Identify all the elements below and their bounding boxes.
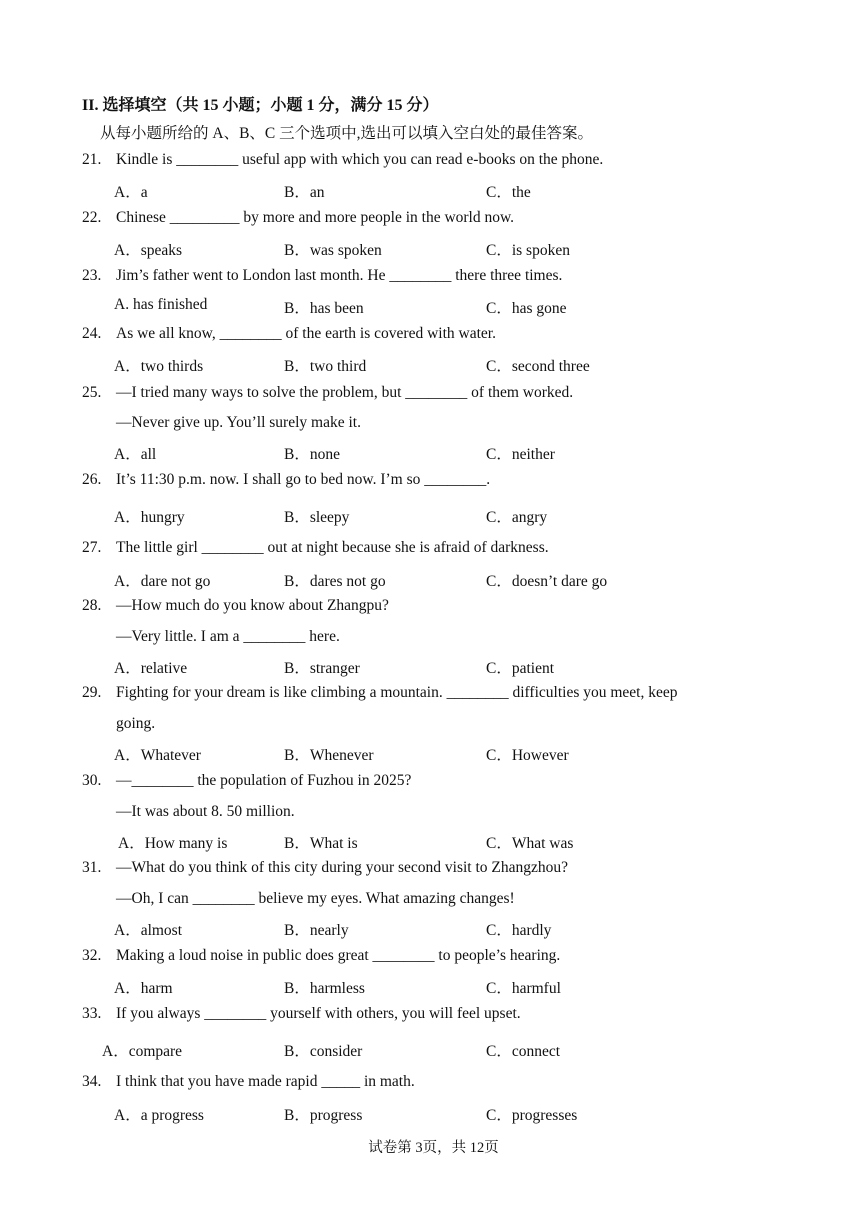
question-number: 26. bbox=[82, 471, 102, 488]
option-a[interactable]: A．a bbox=[114, 184, 148, 201]
question-number: 23. bbox=[82, 267, 102, 284]
question-stem: As we all know, ________ of the earth is covered with water. bbox=[116, 325, 496, 342]
option-c[interactable]: C．harmful bbox=[486, 980, 561, 997]
option-c[interactable]: C．doesn’t dare go bbox=[486, 573, 608, 590]
option-a[interactable]: A．relative bbox=[114, 660, 188, 677]
section-title: II. 选择填空（共 15 小题；小题 1 分，满分 15 分） bbox=[82, 97, 439, 114]
option-a[interactable]: A．dare not go bbox=[114, 573, 211, 590]
section-instruction: 从每小题所给的 A、B、C 三个选项中,选出可以填入空白处的最佳答案。 bbox=[100, 125, 593, 142]
option-a[interactable]: A．speaks bbox=[114, 242, 183, 259]
question-number: 33. bbox=[82, 1005, 102, 1022]
option-c[interactable]: C．the bbox=[486, 184, 531, 201]
question-stem-line-2: —Never give up. You’ll surely make it. bbox=[116, 414, 361, 431]
question-stem: It’s 11:30 p.m. now. I shall go to bed now. I’m so ________. bbox=[116, 471, 491, 488]
option-a[interactable]: A．almost bbox=[114, 922, 183, 939]
question-stem-line-2: —It was about 8. 50 million. bbox=[116, 803, 295, 820]
question-stem: I think that you have made rapid _____ in math. bbox=[116, 1073, 415, 1090]
option-c[interactable]: C．patient bbox=[486, 660, 555, 677]
option-c[interactable]: C．neither bbox=[486, 446, 555, 463]
question-stem-line-2: —Oh, I can ________ believe my eyes. What amazing changes! bbox=[116, 890, 515, 907]
option-b[interactable]: B．dares not go bbox=[284, 573, 386, 590]
option-c[interactable]: C．progresses bbox=[486, 1107, 578, 1124]
option-b[interactable]: B．an bbox=[284, 184, 325, 201]
option-b[interactable]: B．has been bbox=[284, 300, 364, 317]
option-c[interactable]: C．angry bbox=[486, 509, 548, 526]
question-number: 30. bbox=[82, 772, 102, 789]
option-a[interactable]: A．compare bbox=[102, 1043, 183, 1060]
option-c[interactable]: C．connect bbox=[486, 1043, 561, 1060]
question-number: 22. bbox=[82, 209, 102, 226]
question-stem: —How much do you know about Zhangpu? bbox=[116, 597, 389, 614]
question-stem: Kindle is ________ useful app with which you can read e-books on the phone. bbox=[116, 151, 604, 168]
question-number: 21. bbox=[82, 151, 102, 168]
option-c[interactable]: C．has gone bbox=[486, 300, 567, 317]
question-stem: —________ the population of Fuzhou in 2025? bbox=[116, 772, 412, 789]
option-b[interactable]: B．consider bbox=[284, 1043, 363, 1060]
question-stem: Fighting for your dream is like climbing a mountain. ________ difficulties you meet, keep bbox=[116, 684, 678, 701]
option-b[interactable]: B．was spoken bbox=[284, 242, 382, 259]
question-number: 25. bbox=[82, 384, 102, 401]
question-stem-line-2: —Very little. I am a ________ here. bbox=[116, 628, 340, 645]
option-c[interactable]: C．is spoken bbox=[486, 242, 570, 259]
question-stem: —What do you think of this city during your second visit to Zhangzhou? bbox=[116, 859, 569, 876]
option-b[interactable]: B．harmless bbox=[284, 980, 365, 997]
option-b[interactable]: B．progress bbox=[284, 1107, 363, 1124]
question-stem: The little girl ________ out at night because she is afraid of darkness. bbox=[116, 539, 549, 556]
question-number: 29. bbox=[82, 684, 102, 701]
question-stem: —I tried many ways to solve the problem, but ________ of them worked. bbox=[116, 384, 574, 401]
question-number: 34. bbox=[82, 1073, 102, 1090]
question-number: 24. bbox=[82, 325, 102, 342]
option-a[interactable]: A．a progress bbox=[114, 1107, 204, 1124]
question-number: 27. bbox=[82, 539, 102, 556]
option-b[interactable]: B．none bbox=[284, 446, 340, 463]
option-a[interactable]: A．harm bbox=[114, 980, 173, 997]
question-number: 31. bbox=[82, 859, 102, 876]
option-a[interactable]: A．two thirds bbox=[114, 358, 204, 375]
option-a[interactable]: A．all bbox=[114, 446, 157, 463]
question-stem: Making a loud noise in public does great ________ to people’s hearing. bbox=[116, 947, 561, 964]
option-c[interactable]: C．second three bbox=[486, 358, 590, 375]
option-a[interactable]: A．How many is bbox=[118, 835, 228, 852]
question-stem-line-2: going. bbox=[116, 715, 156, 732]
option-c[interactable]: C．hardly bbox=[486, 922, 552, 939]
option-a[interactable]: A．Whatever bbox=[114, 747, 201, 764]
question-stem: If you always ________ yourself with others, you will feel upset. bbox=[116, 1005, 521, 1022]
option-b[interactable]: B．nearly bbox=[284, 922, 349, 939]
option-b[interactable]: B．stranger bbox=[284, 660, 360, 677]
question-stem: Chinese _________ by more and more people in the world now. bbox=[116, 209, 515, 226]
question-number: 28. bbox=[82, 597, 102, 614]
page-footer: 试卷第 3页，共 12页 bbox=[368, 1140, 499, 1156]
question-stem: Jim’s father went to London last month. He ________ there three times. bbox=[116, 267, 563, 284]
option-b[interactable]: B．Whenever bbox=[284, 747, 374, 764]
option-c[interactable]: C．However bbox=[486, 747, 569, 764]
question-number: 32. bbox=[82, 947, 102, 964]
option-a[interactable]: A．hungry bbox=[114, 509, 185, 526]
option-b[interactable]: B．two third bbox=[284, 358, 367, 375]
option-a[interactable]: A. has finished bbox=[114, 296, 208, 313]
option-b[interactable]: B．sleepy bbox=[284, 509, 350, 526]
option-c[interactable]: C．What was bbox=[486, 835, 574, 852]
option-b[interactable]: B．What is bbox=[284, 835, 358, 852]
